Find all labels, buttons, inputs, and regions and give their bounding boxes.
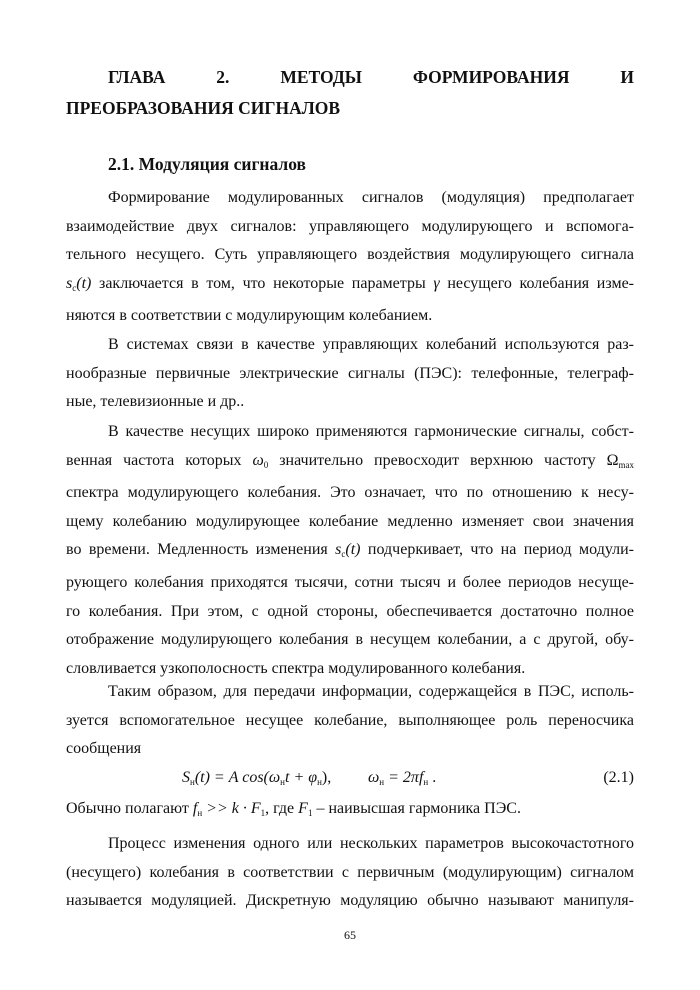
math-subscript: н (280, 777, 285, 787)
text-line: го колебания. При этом, с одной стороны, обеспечивается достаточно полное (66, 602, 634, 620)
chapter-word: ГЛАВА (108, 67, 166, 87)
chapter-title-word2: ФОРМИРОВАНИЯ (412, 67, 570, 87)
math-expression: >> k · F (202, 800, 261, 817)
text-line: отображение модулирующего колебания в несущем колебании, а с другой, обу- (66, 631, 634, 649)
text-line: В системах связи в качестве управляющих колебаний используются раз- (108, 336, 634, 353)
text-fragment: во времени. Медленность изменения (66, 541, 336, 559)
paragraph-1 (66, 184, 634, 331)
text-line: словливается узкополосность спектра модулированного колебания. (66, 659, 526, 677)
math-expression: t + φ (285, 769, 318, 786)
math-subscript: 0 (263, 459, 269, 470)
chapter-heading-line2: ПРЕОБРАЗОВАНИЯ СИГНАЛОВ (66, 98, 341, 118)
math-symbol: ω (368, 769, 380, 786)
text-line: называется модуляцией. Дискретную модуляцию обычно называют манипуля- (66, 892, 634, 910)
page-number: 65 (344, 928, 356, 942)
text-line: Таким образом, для передачи информации, содержащейся в ПЭС, исполь- (108, 683, 634, 700)
math-argument: (t) (345, 541, 361, 559)
math-subscript: н (197, 808, 203, 818)
text-line: зуется вспомогательное несущее колебание, выполняющее роль переносчика (66, 711, 634, 729)
equation-carrier-signal (182, 766, 331, 794)
chapter-number: 2. (216, 67, 230, 87)
paragraph-5 (66, 795, 634, 828)
math-subscript: c (72, 282, 77, 293)
text-line (66, 447, 634, 480)
text-line (66, 270, 634, 303)
text-line: Процесс изменения одного или нескольких параметров высокочастотного (108, 835, 634, 852)
text-line: нообразные первичные электрические сигналы (ПЭС): телефонные, телеграф- (66, 364, 634, 382)
section-title: 2.1. Модуляция сигналов (108, 154, 306, 174)
math-subscript: 1 (260, 808, 266, 818)
math-subscript: c (341, 549, 346, 560)
text-fragment: несущего колебания изме- (439, 274, 634, 292)
text-line: (несущего) колебания в соответствии с первичным (модулирующим) сигналом (66, 863, 634, 881)
text-fragment: подчеркивает, что на период модули- (360, 541, 635, 559)
math-symbol: ω (252, 451, 264, 469)
text-line: сообщения (66, 740, 142, 758)
math-symbol: γ (433, 274, 440, 292)
paragraph-4 (66, 678, 634, 764)
math-expression: (t) = A cos(ω (194, 769, 281, 786)
text-line (66, 536, 634, 569)
math-subscript: н (317, 777, 322, 787)
math-symbol: Ω (606, 451, 619, 469)
math-symbol: s (66, 274, 73, 292)
equation-carrier-frequency (368, 766, 436, 794)
math-symbol: f (192, 800, 198, 817)
text-fragment: , где (265, 800, 299, 817)
math-subscript: н (423, 777, 429, 787)
text-line: няются в соответствии с модулирующим колебанием. (66, 307, 433, 325)
math-symbol: S (182, 769, 190, 786)
chapter-heading-line1 (66, 62, 634, 92)
text-line (66, 795, 634, 828)
text-line: ные, телевизионные и др.. (66, 393, 245, 411)
text-line: щему колебанию модулирующее колебание медленно изменяет свои значения (66, 512, 634, 530)
text-fragment: заключается в том, что некоторые параметры (91, 274, 434, 292)
math-subscript: max (618, 459, 634, 470)
chapter-title-word1: МЕТОДЫ (280, 67, 362, 87)
text-line: спектра модулирующего колебания. Это означает, что по отношению к несу- (66, 484, 634, 502)
text-line: В качестве несущих широко применяются гармонические сигналы, собст- (108, 423, 634, 440)
math-symbol: F (298, 800, 308, 817)
text-line: тельного несущего. Суть управляющего воздействия модулирующего сигнала (66, 246, 634, 264)
chapter-title-word3: И (620, 67, 634, 87)
math-expression: = 2πf (384, 769, 424, 786)
math-subscript: н (190, 777, 195, 787)
equation-number: (2.1) (603, 769, 634, 786)
math-argument: (t) (76, 274, 92, 292)
text-fragment: венная частота которых (66, 451, 253, 469)
paragraph-6 (66, 830, 634, 916)
text-fragment: Обычно полагают (66, 800, 193, 817)
text-line: взаимодействие двух сигналов: управляющего модулирующего и вспомога- (66, 217, 634, 235)
math-subscript: 1 (307, 808, 313, 818)
text-fragment: – наивысшая гармоника ПЭС. (312, 800, 521, 817)
text-line: Формирование модулированных сигналов (модуляция) предполагает (108, 189, 634, 206)
math-expression: . (428, 769, 437, 786)
math-expression: ), (321, 769, 332, 786)
math-symbol: s (335, 541, 342, 559)
text-line: рующего колебания приходятся тысячи, сотни тысяч и более периодов несуще- (66, 573, 634, 591)
text-fragment: значительно превосходит верхнюю частоту (268, 451, 607, 469)
paragraph-3 (66, 418, 634, 683)
paragraph-2 (66, 331, 634, 417)
math-subscript: н (379, 777, 385, 787)
